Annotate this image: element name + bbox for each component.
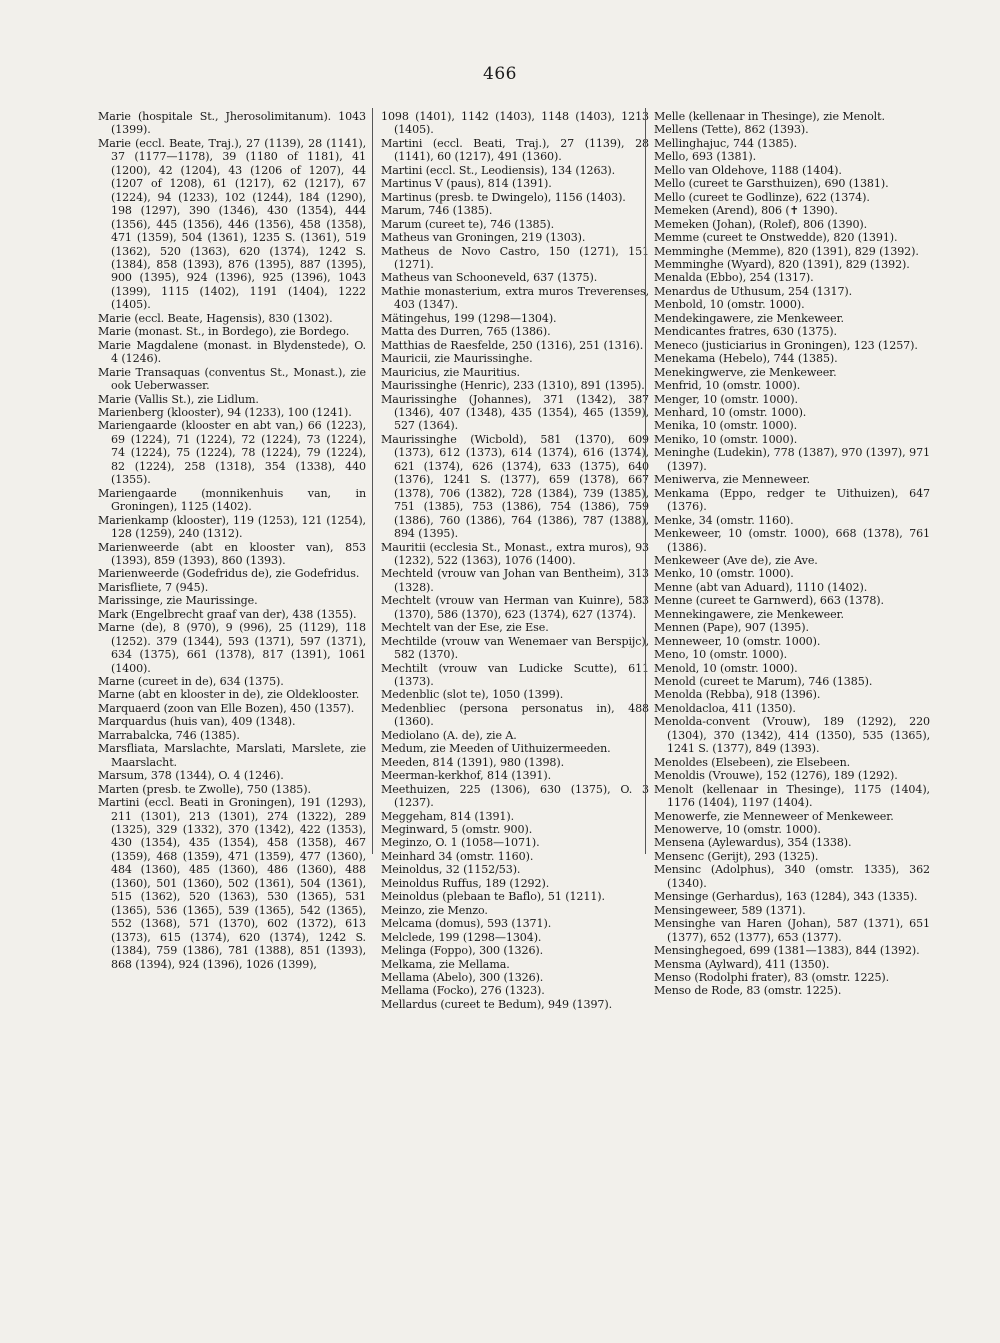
index-entry: Mensinghe van Haren (Johan), 587 (1371), 651 (1377), 652 (1377), 653 (1377). xyxy=(654,917,930,944)
index-entry: Marienweerde (Godefridus de), zie Godefridus. xyxy=(98,567,360,581)
index-entry: Mariengaarde (klooster en abt van,) 66 (1223), 69 (1224), 71 (1224), 72 (1224), 73 (1224), 74 (1224), 75 (1224), 78 (1224), 79 (1224), 82 (1224), 258 (1318), 354 (1338), 440 (1355). xyxy=(98,419,366,487)
index-entry: Meginward, 5 (omstr. 900). xyxy=(381,823,533,837)
index-entry: Marie (Vallis St.), zie Lidlum. xyxy=(98,392,259,406)
index-entry: Menne (cureet te Garnwerd), 663 (1378). xyxy=(654,594,884,608)
index-entry: Maurissinghe (Johannes), 371 (1342), 387 (1346), 407 (1348), 435 (1354), 465 (1359), 527 (1364). xyxy=(381,392,649,433)
index-entry: Mauricius, zie Mauritius. xyxy=(381,365,520,379)
index-entry: Mensingeweer, 589 (1371). xyxy=(654,903,806,917)
index-entry: Mennekingawere, zie Menkeweer. xyxy=(654,607,844,621)
index-entry: Marne (de), 8 (970), 9 (996), 25 (1129), 118 (1252). 379 (1344), 593 (1371), 597 (1371), 634 (1375), 661 (1378), 817 (1391), 1061 (1400). xyxy=(98,621,366,675)
index-entry: Marquardus (huis van), 409 (1348). xyxy=(98,715,296,729)
index-entry: Meno, 10 (omstr. 1000). xyxy=(654,648,788,662)
index-entry: Memeken (Arend), 806 (✝ 1390). xyxy=(654,204,838,218)
index-entry: Marienberg (klooster), 94 (1233), 100 (1241). xyxy=(98,405,352,419)
index-entry: Melcama (domus), 593 (1371). xyxy=(381,917,552,931)
index-entry: Memminghe (Memme), 820 (1391), 829 (1392). xyxy=(654,244,919,258)
index-entry: Martinus V (paus), 814 (1391). xyxy=(381,177,552,191)
index-entry: Meinoldus, 32 (1152/53). xyxy=(381,863,521,877)
index-entry: Martini (eccl. St., Leodiensis), 134 (1263). xyxy=(381,163,616,177)
index-entry: Mennen (Pape), 907 (1395). xyxy=(654,621,809,635)
index-entry: Mello (cureet te Garsthuizen), 690 (1381). xyxy=(654,177,889,191)
index-entry: Meneco (justiciarius in Groningen), 123 (1257). xyxy=(654,338,918,352)
index-entry: Menke, 34 (omstr. 1160). xyxy=(654,513,794,527)
index-entry: Menolda-convent (Vrouw), 189 (1292), 220 (1304), 370 (1342), 414 (1350), 535 (1365), 1241 S. (1377), 849 (1393). xyxy=(654,715,930,756)
index-entry: Mensinc (Adolphus), 340 (omstr. 1335), 362 (1340). xyxy=(654,863,930,890)
index-entry: Medum, zie Meeden of Uithuizermeeden. xyxy=(381,742,611,756)
index-entry: Marquaerd (zoon van Elle Bozen), 450 (1357). xyxy=(98,701,355,715)
index-entry: Mellama (Focko), 276 (1323). xyxy=(381,984,545,998)
index-entry: Martinus (presb. te Dwingelo), 1156 (1403). xyxy=(381,190,626,204)
column-divider xyxy=(645,108,646,854)
index-entry: Mensena (Aylewardus), 354 (1338). xyxy=(654,836,852,850)
index-entry: Mensma (Aylward), 411 (1350). xyxy=(654,957,830,971)
index-entry: Mello van Oldehove, 1188 (1404). xyxy=(654,163,842,177)
index-entry: Menold, 10 (omstr. 1000). xyxy=(654,661,798,675)
index-entry: Menoldis (Vrouwe), 152 (1276), 189 (1292). xyxy=(654,769,898,783)
index-entry: Menold (cureet te Marum), 746 (1385). xyxy=(654,675,873,689)
index-entry: Menbold, 10 (omstr. 1000). xyxy=(654,298,805,312)
index-entry: Matta des Durren, 765 (1386). xyxy=(381,325,551,339)
index-entry: Martini (eccl. Beati, Traj.), 27 (1139), 28 (1141), 60 (1217), 491 (1360). xyxy=(381,136,649,164)
index-entry: Mechtilde (vrouw van Wenemaer van Berspijc), 582 (1370). xyxy=(381,634,649,662)
index-entry: Marie (monast. St., in Bordego), zie Bordego. xyxy=(98,325,350,339)
index-entry: Matheus van Groningen, 219 (1303). xyxy=(381,231,586,245)
index-entry: Matheus de Novo Castro, 150 (1271), 151 (1271). xyxy=(381,244,649,271)
index-entry: Mellama (Abelo), 300 (1326). xyxy=(381,971,544,984)
index-entry: Memme (cureet te Onstwedde), 820 (1391). xyxy=(654,231,898,245)
index-entry: Meginzo, O. 1 (1058—1071). xyxy=(381,836,540,850)
index-entry: Mediolano (A. de), zie A. xyxy=(381,728,517,742)
index-entry: Menalda (Ebbo), 254 (1317). xyxy=(654,271,814,285)
index-entry: Melkama, zie Mellama. xyxy=(381,957,510,971)
index-entry: Melinga (Foppo), 300 (1326). xyxy=(381,944,544,958)
index-entry: Mechteld (vrouw van Johan van Bentheim), 313 (1328). xyxy=(381,567,649,594)
index-entry: Menger, 10 (omstr. 1000). xyxy=(654,392,798,406)
index-entry: Menhard, 10 (omstr. 1000). xyxy=(654,405,807,419)
index-entry: Menolda (Rebba), 918 (1396). xyxy=(654,688,821,702)
index-entry: Mendekingawere, zie Menkeweer. xyxy=(654,311,844,325)
index-entry: Meinoldus Ruffus, 189 (1292). xyxy=(381,876,550,890)
index-entry: Mensenc (Gerijt), 293 (1325). xyxy=(654,849,819,863)
index-entry: Mechtelt van der Ese, zie Ese. xyxy=(381,621,549,635)
index-entry: Meeden, 814 (1391), 980 (1398). xyxy=(381,755,565,769)
index-entry: Menne (abt van Aduard), 1110 (1402). xyxy=(654,580,868,594)
index-entry: Meerman-kerkhof, 814 (1391). xyxy=(381,769,552,783)
index-entry: Menardus de Uthusum, 254 (1317). xyxy=(654,284,853,298)
index-entry: Marne (cureet in de), 634 (1375). xyxy=(98,675,284,689)
index-entry: Menso de Rode, 83 (omstr. 1225). xyxy=(654,984,842,998)
column-divider xyxy=(372,108,373,854)
index-entry: Marum (cureet te), 746 (1385). xyxy=(381,217,555,231)
index-entry: Mariengaarde (monnikenhuis van, in Groningen), 1125 (1402). xyxy=(98,486,366,514)
index-entry: Medenbliec (persona personatus in), 488 (1360). xyxy=(381,701,649,729)
index-entry: Marne (abt en klooster in de), zie Oldeklooster. xyxy=(98,688,360,702)
index-entry: Menekama (Hebelo), 744 (1385). xyxy=(654,352,838,366)
index-entry: Mellinghajuc, 744 (1385). xyxy=(654,136,798,150)
index-column-3 xyxy=(654,110,930,998)
index-column-1 xyxy=(98,110,366,971)
index-column-2 xyxy=(381,110,649,1011)
index-entry: Mendicantes fratres, 630 (1375). xyxy=(654,325,837,339)
index-entry: Medenblic (slot te), 1050 (1399). xyxy=(381,688,564,702)
index-entry: Mensinge (Gerhardus), 163 (1284), 343 (1335). xyxy=(654,890,918,904)
index-entry: Mensinghegoed, 699 (1381—1383), 844 (1392). xyxy=(654,944,920,958)
index-entry: Menowerve, 10 (omstr. 1000). xyxy=(654,823,821,837)
index-entry: Menfrid, 10 (omstr. 1000). xyxy=(654,379,801,393)
index-entry: Meninghe (Ludekin), 778 (1387), 970 (1397), 971 (1397). xyxy=(654,446,930,473)
index-entry: Marie (hospitale St., Jherosolimitanum). 1043 (1399). xyxy=(98,110,366,137)
index-entry: Marie Transaquas (conventus St., Monast.), zie ook Ueberwasser. xyxy=(98,365,366,393)
index-entry: Martini (eccl. Beati in Groningen), 191 (1293), 211 (1301), 213 (1301), 274 (1322), 289 (1325), 329 (1332), 370 (1342), 422 (1353), 430 (1354), 435 (1354), 458 (1358), 467 (1359), 468 (1359), 471 (1359), 477 (1360), 484 (1360), 485 (1360), 486 (1360), 488 (1360), 501 (1360), 502 (1361), 504 (1361), 515 (1362), 520 (1363), 530 (1365), 531 (1365), 536 (1365), 539 (1365), 542 (1365), 552 (1368), 571 (1370), 602 (1372), 613 (1373), 615 (1374), 620 (1374), 1242 S. (1384), 759 (1386), 781 (1388), 851 (1393), 868 (1394), 924 (1396), 1026 (1399), xyxy=(98,796,366,971)
index-entry: Matthias de Raesfelde, 250 (1316), 251 (1316). xyxy=(381,338,644,352)
index-entry: Meinhard 34 (omstr. 1160). xyxy=(381,849,534,863)
index-entry: Mello, 693 (1381). xyxy=(654,150,757,164)
page-number: 466 xyxy=(483,64,517,84)
index-entry: Mathie monasterium, extra muros Treverenses, 403 (1347). xyxy=(381,284,649,312)
index-entry: Menekingwerve, zie Menkeweer. xyxy=(654,365,837,379)
index-entry: Marsum, 378 (1344), O. 4 (1246). xyxy=(98,769,284,783)
index-entry: Marie (eccl. Beate, Traj.), 27 (1139), 28 (1141), 37 (1177—1178), 39 (1180 of 1181), 41 (1200), 42 (1204), 43 (1206 of 1207), 44 (1207 of 1208), 61 (1217), 62 (1217), 67 (1224), 94 (1233), 102 (1244), 184 (1290), 198 (1297), 390 (1346), 430 (1354), 444 (1356), 445 (1356), 446 (1356), 458 (1358), 471 (1359), 504 (1361), 1235 S. (1361), 519 (1362), 520 (1363), 620 (1374), 1242 S. (1384), 858 (1393), 876 (1395), 887 (1395), 900 (1395), 924 (1396), 925 (1396), 1043 (1399), 1115 (1402), 1191 (1404), 1222 (1405). xyxy=(98,136,366,312)
index-entry: Menkeweer (Ave de), zie Ave. xyxy=(654,553,818,567)
index-entry: Mauricii, zie Maurissinghe. xyxy=(381,352,533,366)
index-entry: Memminghe (Wyard), 820 (1391), 829 (1392). xyxy=(654,257,910,271)
index-entry: Marsfliata, Marslachte, Marslati, Marslete, zie Maarslacht. xyxy=(98,742,366,769)
index-entry: Mechtilt (vrouw van Ludicke Scutte), 611 (1373). xyxy=(381,661,649,689)
index-entry: Meinzo, zie Menzo. xyxy=(381,903,488,917)
index-entry: Melclede, 199 (1298—1304). xyxy=(381,930,542,944)
index-entry: Meggeham, 814 (1391). xyxy=(381,809,515,823)
index-entry: Menoldes (Elsebeen), zie Elsebeen. xyxy=(654,755,851,769)
index-entry: 1098 (1401), 1142 (1403), 1148 (1403), 1213 (1405). xyxy=(381,110,649,137)
index-entry: Melle (kellenaar in Thesinge), zie Menolt. xyxy=(654,110,885,123)
index-entry: Mellardus (cureet te Bedum), 949 (1397). xyxy=(381,997,613,1011)
index-entry: Maurissinghe (Wicbold), 581 (1370), 609 (1373), 612 (1373), 614 (1374), 616 (1374), 621 (1374), 626 (1374), 633 (1375), 640 (1376), 1241 S. (1377), 659 (1378), 667 (1378), 706 (1382), 728 (1384), 739 (1385), 751 (1385), 753 (1386), 754 (1386), 759 (1386), 760 (1386), 764 (1386), 787 (1388), 894 (1395). xyxy=(381,432,649,541)
index-entry: Memeken (Johan), (Rolef), 806 (1390). xyxy=(654,217,868,231)
index-entry: Mauritii (ecclesia St., Monast., extra muros), 93 (1232), 522 (1363), 1076 (1400). xyxy=(381,540,649,567)
index-entry: Marrabalcka, 746 (1385). xyxy=(98,728,240,742)
index-entry: Menowerfe, zie Menneweer of Menkeweer. xyxy=(654,809,894,823)
index-entry: Marum, 746 (1385). xyxy=(381,204,493,218)
index-entry: Mechtelt (vrouw van Herman van Kuinre), 583 (1370), 586 (1370), 623 (1374), 627 (1374). xyxy=(381,594,649,621)
index-entry: Meniko, 10 (omstr. 1000). xyxy=(654,432,798,446)
index-entry: Menko, 10 (omstr. 1000). xyxy=(654,567,794,581)
index-entry: Maurissinghe (Henric), 233 (1310), 891 (1395). xyxy=(381,379,645,393)
index-entry: Marten (presb. te Zwolle), 750 (1385). xyxy=(98,782,311,796)
index-entry: Meniwerva, zie Menneweer. xyxy=(654,473,810,487)
index-entry: Marie Magdalene (monast. in Blydenstede), O. 4 (1246). xyxy=(98,338,366,366)
index-entry: Marienkamp (klooster), 119 (1253), 121 (1254), 128 (1259), 240 (1312). xyxy=(98,513,366,541)
index-entry: Meinoldus (plebaan te Baflo), 51 (1211). xyxy=(381,890,605,904)
index-entry: Mark (Engelbrecht graaf van der), 438 (1355). xyxy=(98,607,357,621)
index-entry: Menkama (Eppo, redger te Uithuizen), 647 (1376). xyxy=(654,486,930,514)
index-entry: Matheus van Schooneveld, 637 (1375). xyxy=(381,271,598,285)
index-entry: Mello (cureet te Godlinze), 622 (1374). xyxy=(654,190,870,204)
index-entry: Menolt (kellenaar in Thesinge), 1175 (1404), 1176 (1404), 1197 (1404). xyxy=(654,782,930,810)
index-entry: Menoldacloa, 411 (1350). xyxy=(654,701,796,715)
index-entry: Mätingehus, 199 (1298—1304). xyxy=(381,311,557,325)
index-entry: Menika, 10 (omstr. 1000). xyxy=(654,419,798,433)
index-entry: Marienweerde (abt en klooster van), 853 (1393), 859 (1393), 860 (1393). xyxy=(98,540,366,567)
index-entry: Menso (Rodolphi frater), 83 (omstr. 1225). xyxy=(654,971,890,984)
index-entry: Menneweer, 10 (omstr. 1000). xyxy=(654,634,821,648)
index-entry: Marisfliete, 7 (945). xyxy=(98,580,209,594)
index-entry: Mellens (Tette), 862 (1393). xyxy=(654,123,809,137)
index-entry: Menkeweer, 10 (omstr. 1000), 668 (1378), 761 (1386). xyxy=(654,527,930,554)
index-entry: Marissinge, zie Maurissinge. xyxy=(98,594,258,608)
index-entry: Meethuizen, 225 (1306), 630 (1375), O. 3 (1237). xyxy=(381,782,649,810)
index-entry: Marie (eccl. Beate, Hagensis), 830 (1302). xyxy=(98,311,333,325)
